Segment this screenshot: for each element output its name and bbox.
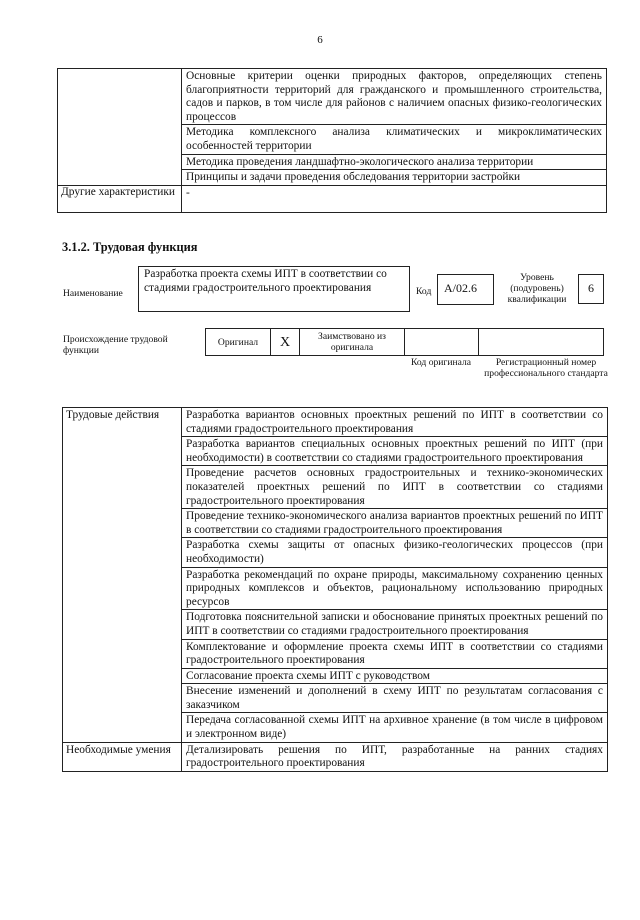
table-cell: Разработка схемы защиты от опасных физико-геологических процессов (при необходимости) — [182, 538, 608, 567]
table-cell: Разработка рекомендаций по охране природы, максимальному сохранению ценных природных комплексов и объектов, рациональному использованию природных ресурсов — [182, 567, 608, 610]
qualification-level: 6 — [578, 274, 604, 304]
table-cell: Детализировать решения по ИПТ, разработанные на ранних стадиях градостроительного проектирования — [182, 742, 608, 771]
table-cell: Комплектование и оформление проекта схемы ИПТ в соответствии со стадиями градостроительного проектирования — [182, 639, 608, 668]
table-cell: Методика комплексного анализа климатических и микроклиматических особенностей территории — [182, 125, 607, 154]
labor-actions-label: Трудовые действия — [63, 408, 182, 743]
level-label: Уровень (подуровень) квалификации — [507, 272, 567, 305]
name-label: Наименование — [63, 288, 123, 299]
row-label — [58, 69, 182, 186]
table-cell: Методика проведения ландшафтно-экологического анализа территории — [182, 154, 607, 170]
origin-code-cell — [405, 329, 479, 356]
original-label: Оригинал — [206, 329, 271, 356]
function-code: A/02.6 — [437, 274, 494, 305]
code-caption: Код оригинала — [410, 357, 472, 368]
table-row — [206, 329, 604, 356]
code-label: Код — [416, 286, 432, 297]
borrowed-label: Заимствовано из оригинала — [300, 329, 405, 356]
reg-number-cell — [479, 329, 604, 356]
table-cell: Проведение расчетов основных градостроительных и технико-экономических показателей проектных решений по ИПТ в соответствии со стадиями градостроительного проектирования — [182, 466, 608, 509]
table-cell: - — [182, 185, 607, 212]
original-mark: X — [271, 329, 300, 356]
origin-label: Происхождение трудовой функции — [63, 334, 168, 356]
table-cell: Подготовка пояснительной записки и обоснование принятых проектных решений по ИПТ в соответствии со стадиями градостроительного проектирования — [182, 610, 608, 639]
skills-label: Необходимые умения — [63, 742, 182, 771]
origin-table — [205, 328, 604, 356]
table-cell: Передача согласованной схемы ИПТ на архивное хранение (в том числе в цифровом и электронном виде) — [182, 713, 608, 742]
row-label: Другие характеристики — [58, 185, 182, 212]
table-cell: Внесение изменений и дополнений в схему ИПТ по результатам согласования с заказчиком — [182, 684, 608, 713]
page-number: 6 — [317, 34, 323, 46]
table-cell: Проведение технико-экономического анализа вариантов проектных решений по ИПТ в соответствии со стадиями градостроительного проектирования — [182, 509, 608, 538]
table-row — [58, 69, 607, 125]
table-row — [63, 742, 608, 771]
function-name: Разработка проекта схемы ИПТ в соответствии со стадиями градостроительного проектирования — [138, 266, 410, 312]
table-cell: Согласование проекта схемы ИПТ с руководством — [182, 668, 608, 684]
table-row — [58, 185, 607, 212]
table-cell: Основные критерии оценки природных факторов, определяющих степень благоприятности территорий для гражданского и промышленного строительства, садов и парков, в том числе для районов с наличием опасных физико-геологических процессов — [182, 69, 607, 125]
knowledge-table — [57, 68, 607, 213]
table-row — [63, 408, 608, 437]
labor-actions-table — [62, 407, 608, 772]
table-cell: Разработка вариантов основных проектных решений по ИПТ в соответствии со стадиями градостроительного проектирования — [182, 408, 608, 437]
table-cell: Принципы и задачи проведения обследования территории застройки — [182, 170, 607, 186]
reg-caption: Регистрационный номер профессионального стандарта — [484, 357, 608, 379]
table-cell: Разработка вариантов специальных основных проектных решений по ИПТ (при необходимости) в соответствии со стадиями градостроительного проектирования — [182, 437, 608, 466]
section-title: 3.1.2. Трудовая функция — [62, 240, 198, 254]
